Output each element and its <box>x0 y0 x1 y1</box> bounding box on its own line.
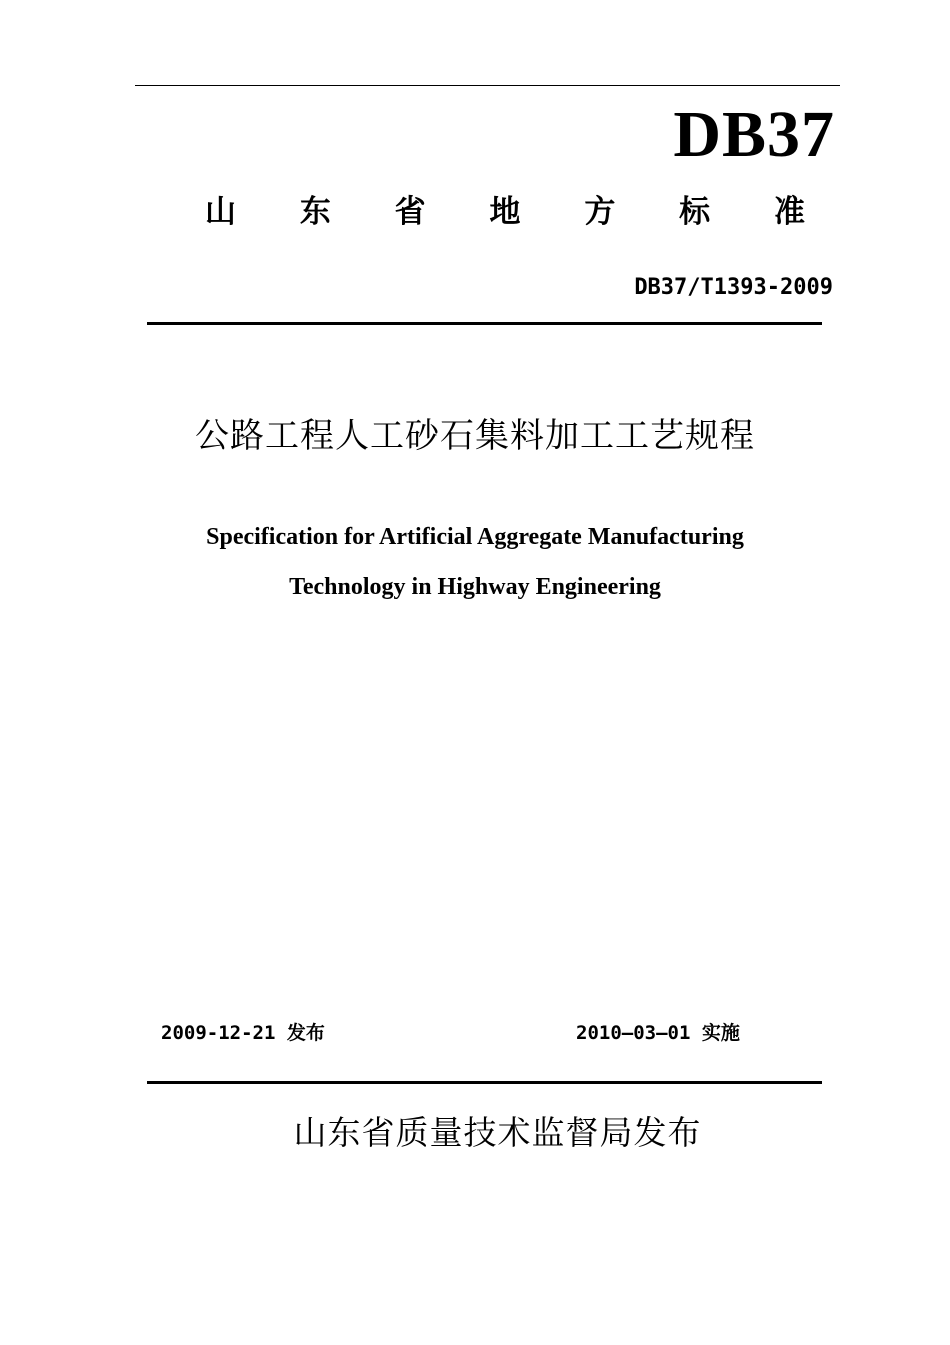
standard-type-char: 山 <box>205 194 236 230</box>
standard-type-char: 地 <box>489 194 521 230</box>
implementation-date: 2010—03—01 实施 <box>576 1022 740 1044</box>
top-rule <box>135 85 840 86</box>
title-english-line-1: Specification for Artificial Aggregate Manufacturing <box>206 524 744 550</box>
standard-type-char: 东 <box>299 194 331 230</box>
standard-type-char: 方 <box>584 194 616 230</box>
title-chinese: 公路工程人工砂石集料加工工艺规程 <box>195 416 755 456</box>
issuing-authority: 山东省质量技术监督局发布 <box>293 1113 702 1152</box>
issue-date: 2009-12-21 发布 <box>161 1022 325 1044</box>
standard-code-heading: DB37 <box>673 98 835 171</box>
standard-type-char: 省 <box>394 194 426 230</box>
title-english-line-2: Technology in Highway Engineering <box>289 574 661 600</box>
standard-type-char: 准 <box>773 194 805 230</box>
standard-number: DB37/T1393-2009 <box>634 275 833 300</box>
lower-divider <box>147 1081 822 1084</box>
standard-type-char: 标 <box>679 194 711 230</box>
upper-divider <box>147 322 822 325</box>
standard-type-heading <box>205 190 805 234</box>
